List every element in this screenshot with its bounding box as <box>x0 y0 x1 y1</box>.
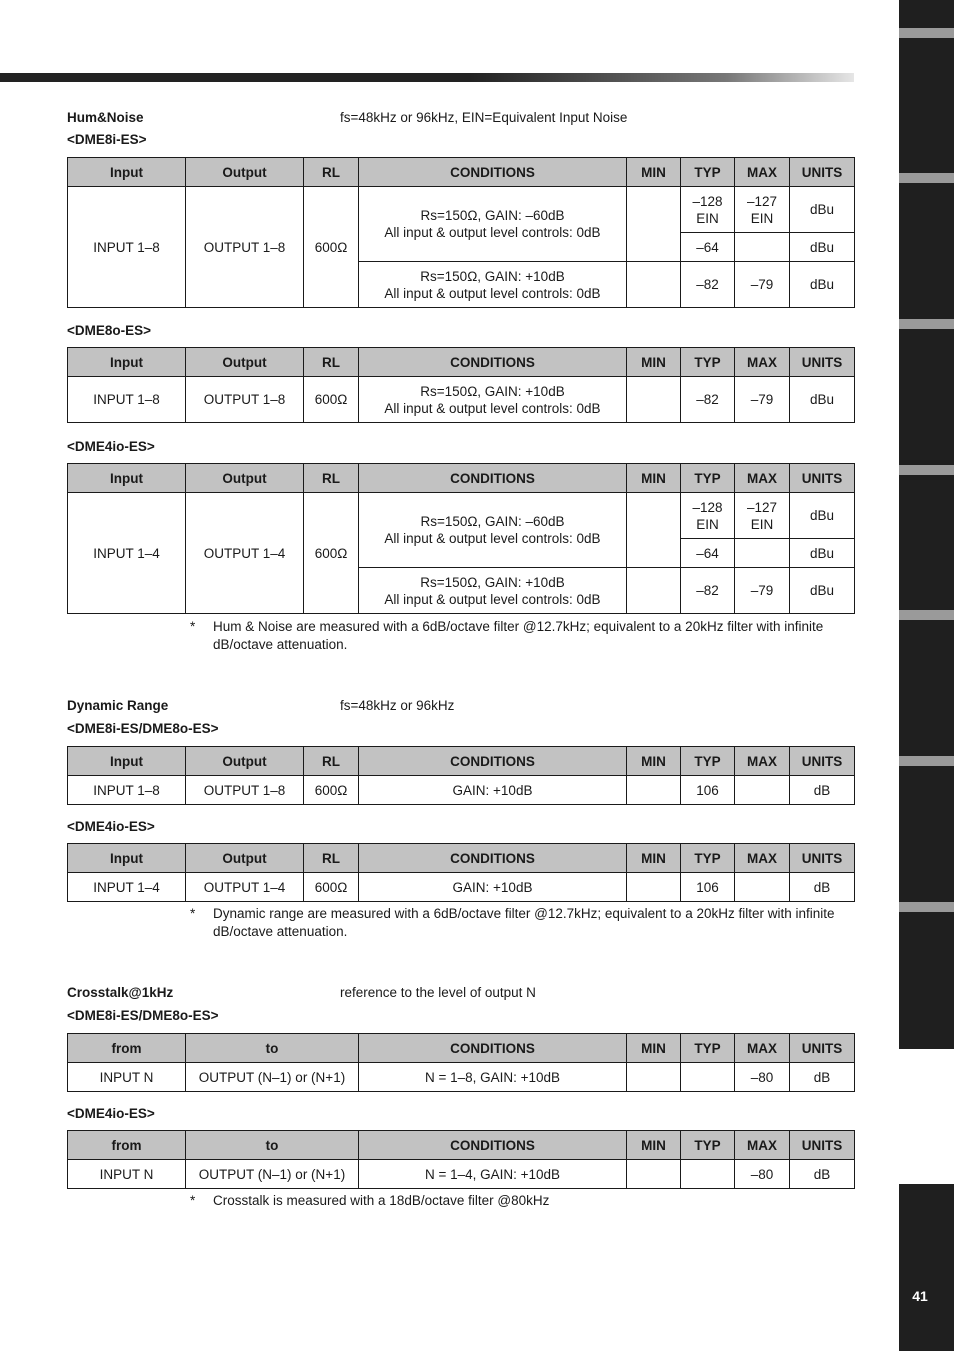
value-suffix: EIN <box>696 210 719 226</box>
cell-max <box>735 776 790 805</box>
header-min: MIN <box>627 1034 681 1063</box>
cell-input: INPUT 1–4 <box>68 493 186 614</box>
header-rl: RL <box>304 464 359 493</box>
cell-units: dBu <box>790 539 855 568</box>
cell-min <box>627 377 681 423</box>
cell-min <box>627 1063 681 1092</box>
table-row <box>68 187 855 233</box>
header-conditions: CONDITIONS <box>359 844 627 873</box>
header-output: Output <box>186 464 304 493</box>
model-label: <DME4io-ES> <box>67 439 155 454</box>
cell-units: dBu <box>790 262 855 308</box>
header-to: to <box>186 1034 359 1063</box>
cell-rl: 600Ω <box>304 776 359 805</box>
cell-output: OUTPUT 1–8 <box>186 377 304 423</box>
chapter-tabs <box>899 0 954 1049</box>
cell-output: OUTPUT 1–4 <box>186 493 304 614</box>
model-label: <DME8i-ES/DME8o-ES> <box>67 1008 219 1023</box>
header-rl: RL <box>304 348 359 377</box>
table-header-row <box>68 158 855 187</box>
cell-to: OUTPUT (N–1) or (N+1) <box>186 1063 359 1092</box>
model-label: <DME4io-ES> <box>67 819 155 834</box>
table-header-row <box>68 844 855 873</box>
cell-max <box>735 493 790 539</box>
cell-min <box>627 493 681 568</box>
value-suffix: EIN <box>696 516 719 532</box>
cell-max <box>735 187 790 233</box>
tab-divider <box>899 28 954 38</box>
cell-conditions <box>359 187 627 262</box>
cell-from: INPUT N <box>68 1160 186 1189</box>
header-conditions: CONDITIONS <box>359 747 627 776</box>
header-rl: RL <box>304 747 359 776</box>
table-header-row <box>68 464 855 493</box>
footnote-dynamic-range <box>190 905 840 941</box>
value: –127 <box>746 499 778 515</box>
cell-conditions: N = 1–4, GAIN: +10dB <box>359 1160 627 1189</box>
header-input: Input <box>68 158 186 187</box>
cell-min <box>627 568 681 614</box>
model-label: <DME8i-ES> <box>67 132 147 147</box>
cell-typ: 106 <box>681 873 735 902</box>
table-row <box>68 1063 855 1092</box>
cell-typ <box>681 493 735 539</box>
cell-conditions <box>359 493 627 568</box>
cell-rl: 600Ω <box>304 377 359 423</box>
cell-output: OUTPUT 1–4 <box>186 873 304 902</box>
tab-divider <box>899 756 954 766</box>
dynamic-range-table-dme8 <box>67 746 855 805</box>
table-row <box>68 493 855 539</box>
cell-conditions <box>359 377 627 423</box>
footnote-marker: * <box>190 906 196 921</box>
cell-input: INPUT 1–4 <box>68 873 186 902</box>
value-suffix: EIN <box>750 210 774 226</box>
cell-units: dBu <box>790 187 855 233</box>
cell-typ: –64 <box>681 539 735 568</box>
header-typ: TYP <box>681 348 735 377</box>
crosstalk-table-dme8 <box>67 1033 855 1092</box>
cell-min <box>627 776 681 805</box>
cell-max: –80 <box>735 1063 790 1092</box>
value: –127 <box>746 193 778 209</box>
cell-output: OUTPUT 1–8 <box>186 776 304 805</box>
page-number: 41 <box>912 1288 928 1304</box>
table-row <box>68 377 855 423</box>
cell-max: –79 <box>735 262 790 308</box>
tab-divider <box>899 319 954 329</box>
tab-divider <box>899 173 954 183</box>
cell-typ <box>681 187 735 233</box>
value: –128 <box>692 499 723 515</box>
condition-line: Rs=150Ω, GAIN: +10dB <box>420 268 565 284</box>
header-input: Input <box>68 464 186 493</box>
header-input: Input <box>68 348 186 377</box>
cell-units: dB <box>790 1160 855 1189</box>
cell-units: dBu <box>790 493 855 539</box>
cell-typ <box>681 1160 735 1189</box>
tab-divider <box>899 610 954 620</box>
cell-rl: 600Ω <box>304 873 359 902</box>
header-min: MIN <box>627 844 681 873</box>
cell-min <box>627 1160 681 1189</box>
page-tab <box>899 1184 954 1351</box>
cell-typ: –64 <box>681 233 735 262</box>
header-typ: TYP <box>681 1131 735 1160</box>
condition-line: All input & output level controls: 0dB <box>384 285 601 301</box>
footnote-text: Crosstalk is measured with a 18dB/octave filter @80kHz <box>213 1193 550 1208</box>
value-suffix: EIN <box>750 516 774 532</box>
header-units: UNITS <box>790 158 855 187</box>
header-output: Output <box>186 747 304 776</box>
header-typ: TYP <box>681 464 735 493</box>
cell-min <box>627 187 681 262</box>
header-conditions: CONDITIONS <box>359 348 627 377</box>
header-min: MIN <box>627 158 681 187</box>
cell-from: INPUT N <box>68 1063 186 1092</box>
header-max: MAX <box>735 1034 790 1063</box>
model-label: <DME4io-ES> <box>67 1106 155 1121</box>
cell-max: –79 <box>735 568 790 614</box>
cell-max: –80 <box>735 1160 790 1189</box>
cell-input: INPUT 1–8 <box>68 187 186 308</box>
cell-rl: 600Ω <box>304 493 359 614</box>
footnote-text: Hum & Noise are measured with a 6dB/octave filter @12.7kHz; equivalent to a 20kHz filter with infinite dB/octave attenuation. <box>213 619 824 652</box>
cell-typ: –82 <box>681 568 735 614</box>
section-title-crosstalk: Crosstalk@1kHz <box>67 985 174 1000</box>
hum-noise-table-dme8o <box>67 347 855 423</box>
header-typ: TYP <box>681 844 735 873</box>
footnote-text: Dynamic range are measured with a 6dB/octave filter @12.7kHz; equivalent to a 20kHz filter with infinite dB/octave attenuation. <box>213 906 835 939</box>
cell-conditions <box>359 568 627 614</box>
tab-divider <box>899 902 954 912</box>
condition-line: All input & output level controls: 0dB <box>384 531 601 546</box>
cell-output: OUTPUT 1–8 <box>186 187 304 308</box>
cell-input: INPUT 1–8 <box>68 776 186 805</box>
tab-divider <box>899 465 954 475</box>
cell-typ: –82 <box>681 377 735 423</box>
crosstalk-table-dme4io <box>67 1130 855 1189</box>
condition-line: Rs=150Ω, GAIN: –60dB <box>420 208 565 223</box>
hum-noise-table-dme4io <box>67 463 855 614</box>
cell-conditions: N = 1–8, GAIN: +10dB <box>359 1063 627 1092</box>
section-subtitle-crosstalk: reference to the level of output N <box>340 985 536 1000</box>
header-units: UNITS <box>790 1034 855 1063</box>
cell-input: INPUT 1–8 <box>68 377 186 423</box>
header-from: from <box>68 1131 186 1160</box>
cell-units: dB <box>790 776 855 805</box>
hum-noise-table-dme8i <box>67 157 855 308</box>
header-to: to <box>186 1131 359 1160</box>
cell-max <box>735 539 790 568</box>
cell-conditions <box>359 262 627 308</box>
header-from: from <box>68 1034 186 1063</box>
cell-units: dB <box>790 873 855 902</box>
header-rl: RL <box>304 158 359 187</box>
header-max: MAX <box>735 348 790 377</box>
cell-to: OUTPUT (N–1) or (N+1) <box>186 1160 359 1189</box>
header-rule <box>0 73 854 82</box>
cell-units: dBu <box>790 233 855 262</box>
header-units: UNITS <box>790 747 855 776</box>
header-max: MAX <box>735 464 790 493</box>
header-output: Output <box>186 844 304 873</box>
section-title-dynamic-range: Dynamic Range <box>67 698 169 713</box>
header-units: UNITS <box>790 1131 855 1160</box>
cell-conditions: GAIN: +10dB <box>359 873 627 902</box>
table-header-row <box>68 747 855 776</box>
cell-units: dBu <box>790 377 855 423</box>
cell-units: dBu <box>790 568 855 614</box>
header-conditions: CONDITIONS <box>359 1034 627 1063</box>
cell-typ: 106 <box>681 776 735 805</box>
table-row <box>68 776 855 805</box>
table-header-row <box>68 348 855 377</box>
header-min: MIN <box>627 348 681 377</box>
cell-conditions: GAIN: +10dB <box>359 776 627 805</box>
condition-line: All input & output level controls: 0dB <box>384 591 601 607</box>
cell-max <box>735 233 790 262</box>
cell-typ: –82 <box>681 262 735 308</box>
header-typ: TYP <box>681 747 735 776</box>
header-conditions: CONDITIONS <box>359 1131 627 1160</box>
condition-line: All input & output level controls: 0dB <box>384 400 601 416</box>
cell-units: dB <box>790 1063 855 1092</box>
header-output: Output <box>186 158 304 187</box>
header-typ: TYP <box>681 158 735 187</box>
table-row <box>68 873 855 902</box>
value: –128 <box>692 193 723 209</box>
header-rl: RL <box>304 844 359 873</box>
cell-rl: 600Ω <box>304 187 359 308</box>
header-min: MIN <box>627 464 681 493</box>
condition-line: Rs=150Ω, GAIN: –60dB <box>420 514 565 529</box>
header-min: MIN <box>627 1131 681 1160</box>
header-units: UNITS <box>790 464 855 493</box>
model-label: <DME8o-ES> <box>67 323 152 338</box>
cell-max <box>735 873 790 902</box>
cell-min <box>627 262 681 308</box>
footnote-marker: * <box>190 619 196 634</box>
cell-max: –79 <box>735 377 790 423</box>
header-min: MIN <box>627 747 681 776</box>
header-input: Input <box>68 747 186 776</box>
header-conditions: CONDITIONS <box>359 464 627 493</box>
section-subtitle-dynamic-range: fs=48kHz or 96kHz <box>340 698 455 713</box>
footnote-marker: * <box>190 1193 196 1208</box>
table-header-row <box>68 1034 855 1063</box>
condition-line: Rs=150Ω, GAIN: +10dB <box>420 383 565 399</box>
header-input: Input <box>68 844 186 873</box>
header-max: MAX <box>735 747 790 776</box>
model-label: <DME8i-ES/DME8o-ES> <box>67 721 219 736</box>
header-max: MAX <box>735 1131 790 1160</box>
section-subtitle-hum-noise: fs=48kHz or 96kHz, EIN=Equivalent Input Noise <box>340 110 628 125</box>
header-max: MAX <box>735 158 790 187</box>
header-units: UNITS <box>790 348 855 377</box>
table-header-row <box>68 1131 855 1160</box>
header-max: MAX <box>735 844 790 873</box>
section-title-hum-noise: Hum&Noise <box>67 110 144 125</box>
header-units: UNITS <box>790 844 855 873</box>
cell-typ <box>681 1063 735 1092</box>
header-output: Output <box>186 348 304 377</box>
condition-line: Rs=150Ω, GAIN: +10dB <box>420 574 565 590</box>
dynamic-range-table-dme4io <box>67 843 855 902</box>
footnote-crosstalk <box>190 1192 840 1210</box>
table-row <box>68 1160 855 1189</box>
condition-line: All input & output level controls: 0dB <box>384 225 601 240</box>
header-typ: TYP <box>681 1034 735 1063</box>
footnote-hum-noise <box>190 618 840 654</box>
header-conditions: CONDITIONS <box>359 158 627 187</box>
cell-min <box>627 873 681 902</box>
